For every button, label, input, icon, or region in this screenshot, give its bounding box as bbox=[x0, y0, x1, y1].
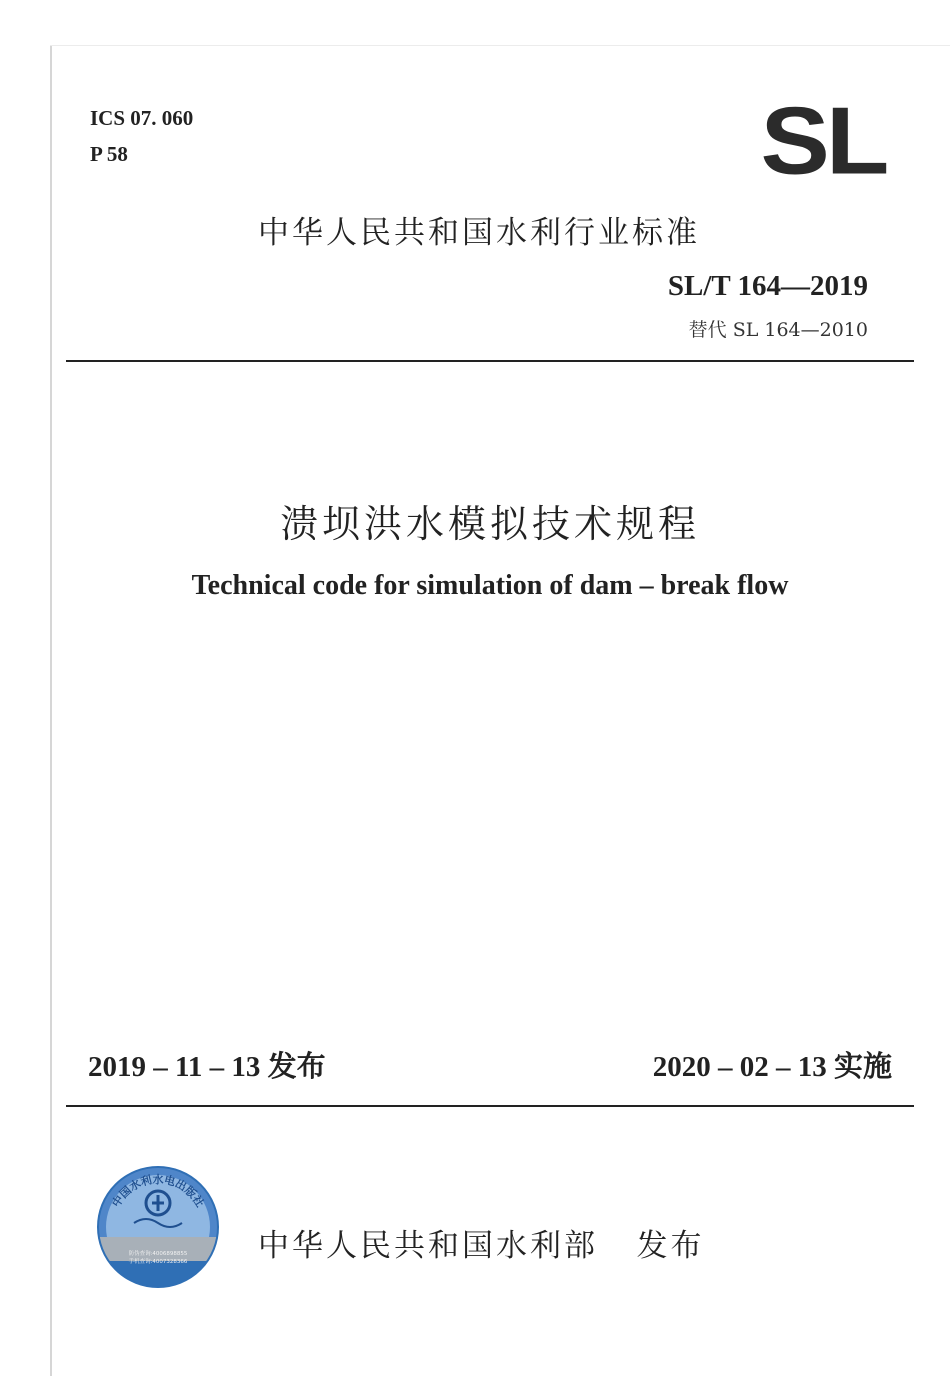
issue-date: 2019 – 11 – 13 发布 bbox=[88, 1051, 326, 1083]
title-chinese: 溃坝洪水模拟技术规程 bbox=[279, 502, 700, 546]
seal-label-1: 防伪查询:4006898855 bbox=[128, 1251, 188, 1257]
replaces-standard: 替代 SL 164—2010 bbox=[688, 319, 868, 341]
page-top-edge bbox=[50, 45, 950, 46]
sl-logo-text: SL bbox=[760, 100, 886, 186]
publisher-line: 中华人民共和国水利部 发布 bbox=[258, 1228, 705, 1264]
title-english: Technical code for simulation of dam – break flow bbox=[191, 570, 789, 601]
implementation-date: 2020 – 02 – 13 实施 bbox=[652, 1051, 892, 1083]
bottom-divider bbox=[66, 1105, 914, 1107]
standard-number: SL/T 164—2019 bbox=[667, 270, 868, 302]
anti-counterfeit-seal bbox=[96, 1165, 220, 1289]
category-code: P 58 bbox=[90, 142, 128, 166]
top-divider bbox=[66, 360, 914, 362]
seal-arc-text: 中国水利水电出版社 bbox=[109, 1173, 207, 1210]
seal-label-2: 手机查询:4007328366 bbox=[128, 1259, 188, 1265]
ics-code: ICS 07. 060 bbox=[90, 106, 194, 130]
classification-codes bbox=[90, 100, 193, 172]
industry-standard-heading: 中华人民共和国水利行业标准 bbox=[258, 215, 700, 251]
sl-logo bbox=[748, 100, 898, 186]
page-left-edge bbox=[50, 45, 52, 1376]
